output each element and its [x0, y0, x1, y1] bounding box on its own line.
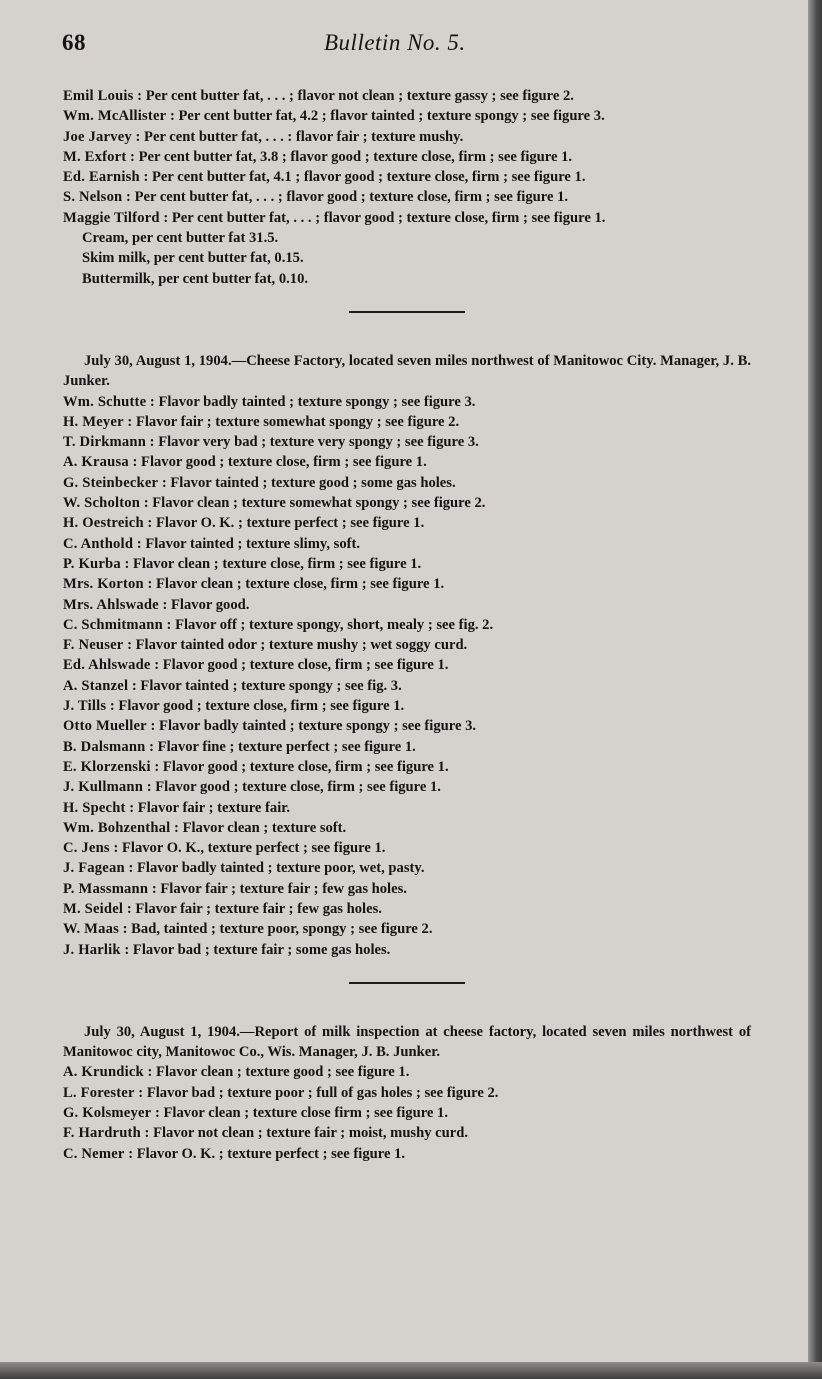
record-text: Flavor good ; texture close, firm ; see figure 1. [162, 657, 449, 674]
record-entry [63, 534, 751, 554]
record-text: Per cent butter fat, . . . ; flavor good ; texture close, firm ; see figure 1. [134, 189, 569, 206]
name-separator: : [159, 209, 172, 226]
record-name: E. Klorzenski [63, 758, 151, 775]
record-name: Maggie Tilford [63, 209, 160, 226]
record-name: Emil Louis [63, 88, 134, 104]
record-entry [63, 615, 751, 635]
record-name: W. Scholton [63, 495, 141, 512]
name-separator: : [131, 128, 145, 145]
name-separator: : [162, 616, 176, 633]
record-text: Flavor clean ; texture close, firm ; see figure 1. [156, 576, 445, 593]
record-text: Flavor O. K., texture perfect ; see figure 1. [121, 840, 386, 857]
record-name: Joe Jarvey [63, 128, 132, 145]
record-text: Per cent butter fat, 3.8 ; flavor good ; texture close, firm ; see figure 1. [138, 148, 573, 165]
name-separator: : [150, 657, 163, 674]
record-name: C. Nemer [63, 1145, 125, 1162]
page-number: 68 [62, 30, 86, 55]
record-entry [63, 452, 751, 472]
name-separator: : [133, 88, 146, 104]
name-separator: : [150, 758, 163, 775]
record-name: C. Schmitmann [63, 616, 163, 633]
record-entry [63, 655, 751, 675]
name-separator: : [139, 169, 152, 186]
record-name: T. Dirkmann [63, 434, 147, 451]
summary-line: Cream, per cent butter fat 31.5. [82, 230, 279, 247]
section-heading-cheese-factory: July 30, August 1, 1904.—Cheese Factory, located seven miles northwest of Manitowoc City. Manager, J. B. Junker. [63, 352, 751, 390]
name-separator: : [119, 921, 132, 938]
record-text: Per cent butter fat, 4.1 ; flavor good ; texture close, firm ; see figure 1. [152, 169, 586, 186]
record-text: Flavor good ; texture close, firm ; see figure 1. [141, 454, 427, 471]
record-text: Flavor bad ; texture fair ; some gas holes. [132, 941, 391, 958]
record-text: Per cent butter fat, . . . : flavor fair ; texture mushy. [144, 128, 464, 145]
cream-summary [63, 228, 751, 289]
name-separator: : [145, 738, 158, 755]
record-name: Mrs. Korton [63, 576, 144, 593]
record-entry [63, 106, 751, 126]
record-entry [63, 879, 751, 899]
record-name: Wm. Bohzenthal [63, 819, 171, 836]
record-name: J. Harlik [63, 941, 121, 958]
name-separator: : [143, 1064, 157, 1081]
record-entry [63, 147, 751, 167]
record-text: Flavor clean ; texture somewhat spongy ; see figure 2. [152, 495, 486, 512]
record-name: F. Neuser [63, 637, 124, 654]
name-separator: : [170, 819, 183, 836]
record-name: Otto Mueller [63, 718, 147, 735]
page-header [62, 30, 752, 64]
record-name: G. Kolsmeyer [63, 1105, 152, 1122]
record-entry [63, 574, 751, 594]
record-text: Flavor good ; texture close, firm ; see figure 1. [155, 779, 441, 796]
summary-line: Buttermilk, per cent butter fat, 0.10. [82, 270, 309, 287]
name-separator: : [140, 495, 153, 512]
record-name: S. Nelson [63, 189, 123, 206]
record-name: J. Tills [63, 698, 107, 715]
record-name: A. Krundick [63, 1064, 144, 1081]
record-text: Flavor O. K. ; texture perfect ; see figure 1. [155, 515, 425, 532]
name-separator: : [122, 189, 135, 206]
record-text: Flavor tainted odor ; texture mushy ; wet soggy curd. [135, 637, 468, 654]
record-entry [63, 716, 751, 736]
record-entry [63, 858, 751, 878]
record-name: Ed. Earnish [63, 169, 140, 186]
record-name: A. Stanzel [63, 677, 129, 694]
name-separator: : [158, 596, 172, 613]
name-separator: : [134, 1084, 147, 1101]
name-separator: : [140, 1125, 154, 1142]
record-entry [63, 1123, 751, 1143]
name-separator: : [143, 779, 156, 796]
name-separator: : [166, 108, 179, 125]
record-name: Wm. Schutte [63, 393, 147, 410]
record-text: Flavor badly tainted ; texture spongy ; see figure 3. [159, 718, 477, 735]
name-separator: : [146, 718, 160, 735]
record-text: Flavor bad ; texture poor ; full of gas holes ; see figure 2. [146, 1084, 499, 1101]
record-entry [63, 187, 751, 207]
record-name: F. Hardruth [63, 1125, 141, 1142]
record-name: B. Dalsmann [63, 738, 146, 755]
record-text: Flavor badly tainted ; texture poor, wet, pasty. [136, 860, 425, 877]
name-separator: : [158, 474, 171, 491]
name-separator: : [124, 860, 137, 877]
name-separator: : [123, 637, 136, 654]
name-separator: : [109, 840, 122, 857]
butter-fat-records [63, 86, 751, 228]
record-entry [63, 676, 751, 696]
record-text: Flavor not clean ; texture fair ; moist, mushy curd. [153, 1125, 469, 1142]
record-name: H. Meyer [63, 413, 124, 430]
record-name: L. Forester [63, 1084, 135, 1101]
record-entry [63, 493, 751, 513]
name-separator: : [123, 900, 136, 917]
record-entry [63, 432, 751, 452]
record-text: Flavor clean ; texture close firm ; see figure 1. [163, 1105, 448, 1122]
record-entry [63, 208, 751, 228]
name-separator: : [124, 1145, 137, 1162]
page-content [63, 86, 751, 1164]
record-text: Per cent butter fat, . . . ; flavor not clean ; texture gassy ; see figure 2. [145, 88, 574, 104]
record-text: Flavor fine ; texture perfect ; see figure 1. [157, 738, 416, 755]
section-heading-milk-inspection: July 30, August 1, 1904.—Report of milk inspection at cheese factory, located seven miles northwest of Manitowoc city, Manitowoc Co., Wis. Manager, J. B. Junker. [63, 1023, 751, 1061]
summary-line: Skim milk, per cent butter fat, 0.15. [82, 250, 304, 267]
record-entry [63, 513, 751, 533]
record-name: P. Kurba [63, 555, 121, 572]
record-entry [63, 757, 751, 777]
record-text: Bad, tainted ; texture poor, spongy ; see figure 2. [131, 921, 433, 938]
record-entry [63, 635, 751, 655]
cheese-factory-records [63, 392, 751, 960]
section-divider [349, 311, 465, 313]
record-entry [63, 838, 751, 858]
record-entry [63, 777, 751, 797]
record-text: Flavor tainted ; texture good ; some gas holes. [170, 474, 456, 491]
record-entry [63, 595, 751, 615]
record-text: Flavor fair ; texture fair ; few gas holes. [160, 880, 407, 897]
record-entry [63, 899, 751, 919]
record-text: Flavor tainted ; texture slimy, soft. [145, 535, 360, 552]
record-name: C. Jens [63, 840, 110, 857]
section-divider [349, 982, 465, 984]
record-entry [63, 798, 751, 818]
record-text: Flavor good. [171, 596, 250, 613]
name-separator: : [143, 515, 156, 532]
record-text: Flavor tainted ; texture spongy ; see fig. 3. [140, 677, 402, 694]
record-entry [63, 86, 751, 106]
name-separator: : [133, 535, 146, 552]
record-text: Flavor fair ; texture somewhat spongy ; see figure 2. [135, 413, 460, 430]
milk-inspection-records [63, 1062, 751, 1163]
name-separator: : [151, 1105, 164, 1122]
record-text: Flavor clean ; texture soft. [182, 819, 347, 836]
name-separator: : [128, 454, 142, 471]
record-entry [63, 1103, 751, 1123]
record-entry [63, 1083, 751, 1103]
name-separator: : [123, 413, 136, 430]
record-name: M. Seidel [63, 900, 124, 917]
record-text: Flavor off ; texture spongy, short, mealy ; see fig. 2. [175, 616, 494, 633]
record-entry [63, 1062, 751, 1082]
record-entry [63, 1144, 751, 1164]
name-separator: : [126, 148, 139, 165]
name-separator: : [146, 393, 159, 410]
page-edge-shadow [808, 0, 822, 1379]
record-text: Flavor badly tainted ; texture spongy ; see figure 3. [158, 393, 476, 410]
name-separator: : [148, 880, 161, 897]
running-title: Bulletin No. 5. [324, 30, 466, 55]
record-text: Flavor very bad ; texture very spongy ; see figure 3. [158, 434, 479, 451]
record-entry [63, 818, 751, 838]
record-entry [63, 696, 751, 716]
record-text: Flavor clean ; texture good ; see figure 1. [156, 1064, 410, 1081]
name-separator: : [120, 555, 134, 572]
record-entry [63, 392, 751, 412]
record-text: Flavor fair ; texture fair. [137, 799, 291, 816]
record-text: Per cent butter fat, 4.2 ; flavor tainted ; texture spongy ; see figure 3. [178, 108, 605, 125]
record-text: Flavor O. K. ; texture perfect ; see figure 1. [136, 1145, 406, 1162]
record-name: A. Krausa [63, 454, 129, 471]
record-name: J. Fagean [63, 860, 125, 877]
record-text: Per cent butter fat, . . . ; flavor good ; texture close, firm ; see figure 1. [171, 209, 606, 226]
record-entry [63, 919, 751, 939]
record-name: M. Exfort [63, 148, 127, 165]
name-separator: : [120, 941, 133, 958]
record-entry [63, 737, 751, 757]
name-separator: : [125, 799, 138, 816]
record-name: Mrs. Ahlswade [63, 596, 159, 613]
record-entry [63, 167, 751, 187]
record-text: Flavor fair ; texture fair ; few gas holes. [135, 900, 382, 917]
record-entry [63, 127, 751, 147]
name-separator: : [128, 677, 141, 694]
record-text: Flavor clean ; texture close, firm ; see figure 1. [133, 555, 422, 572]
page-bottom-shadow [0, 1362, 822, 1379]
name-separator: : [146, 434, 159, 451]
record-name: G. Steinbecker [63, 474, 159, 491]
record-name: H. Oestreich [63, 515, 144, 532]
record-entry [63, 473, 751, 493]
record-name: H. Specht [63, 799, 126, 816]
record-entry [63, 412, 751, 432]
record-text: Flavor good ; texture close, firm ; see figure 1. [162, 758, 449, 775]
record-name: P. Massmann [63, 880, 149, 897]
name-separator: : [106, 698, 119, 715]
record-entry [63, 554, 751, 574]
record-name: W. Maas [63, 921, 119, 938]
record-name: C. Anthold [63, 535, 134, 552]
record-name: J. Kullmann [63, 779, 144, 796]
name-separator: : [143, 576, 156, 593]
record-name: Wm. McAllister [63, 108, 167, 125]
record-text: Flavor good ; texture close, firm ; see figure 1. [118, 698, 405, 715]
record-entry [63, 940, 751, 960]
record-name: Ed. Ahlswade [63, 657, 151, 674]
